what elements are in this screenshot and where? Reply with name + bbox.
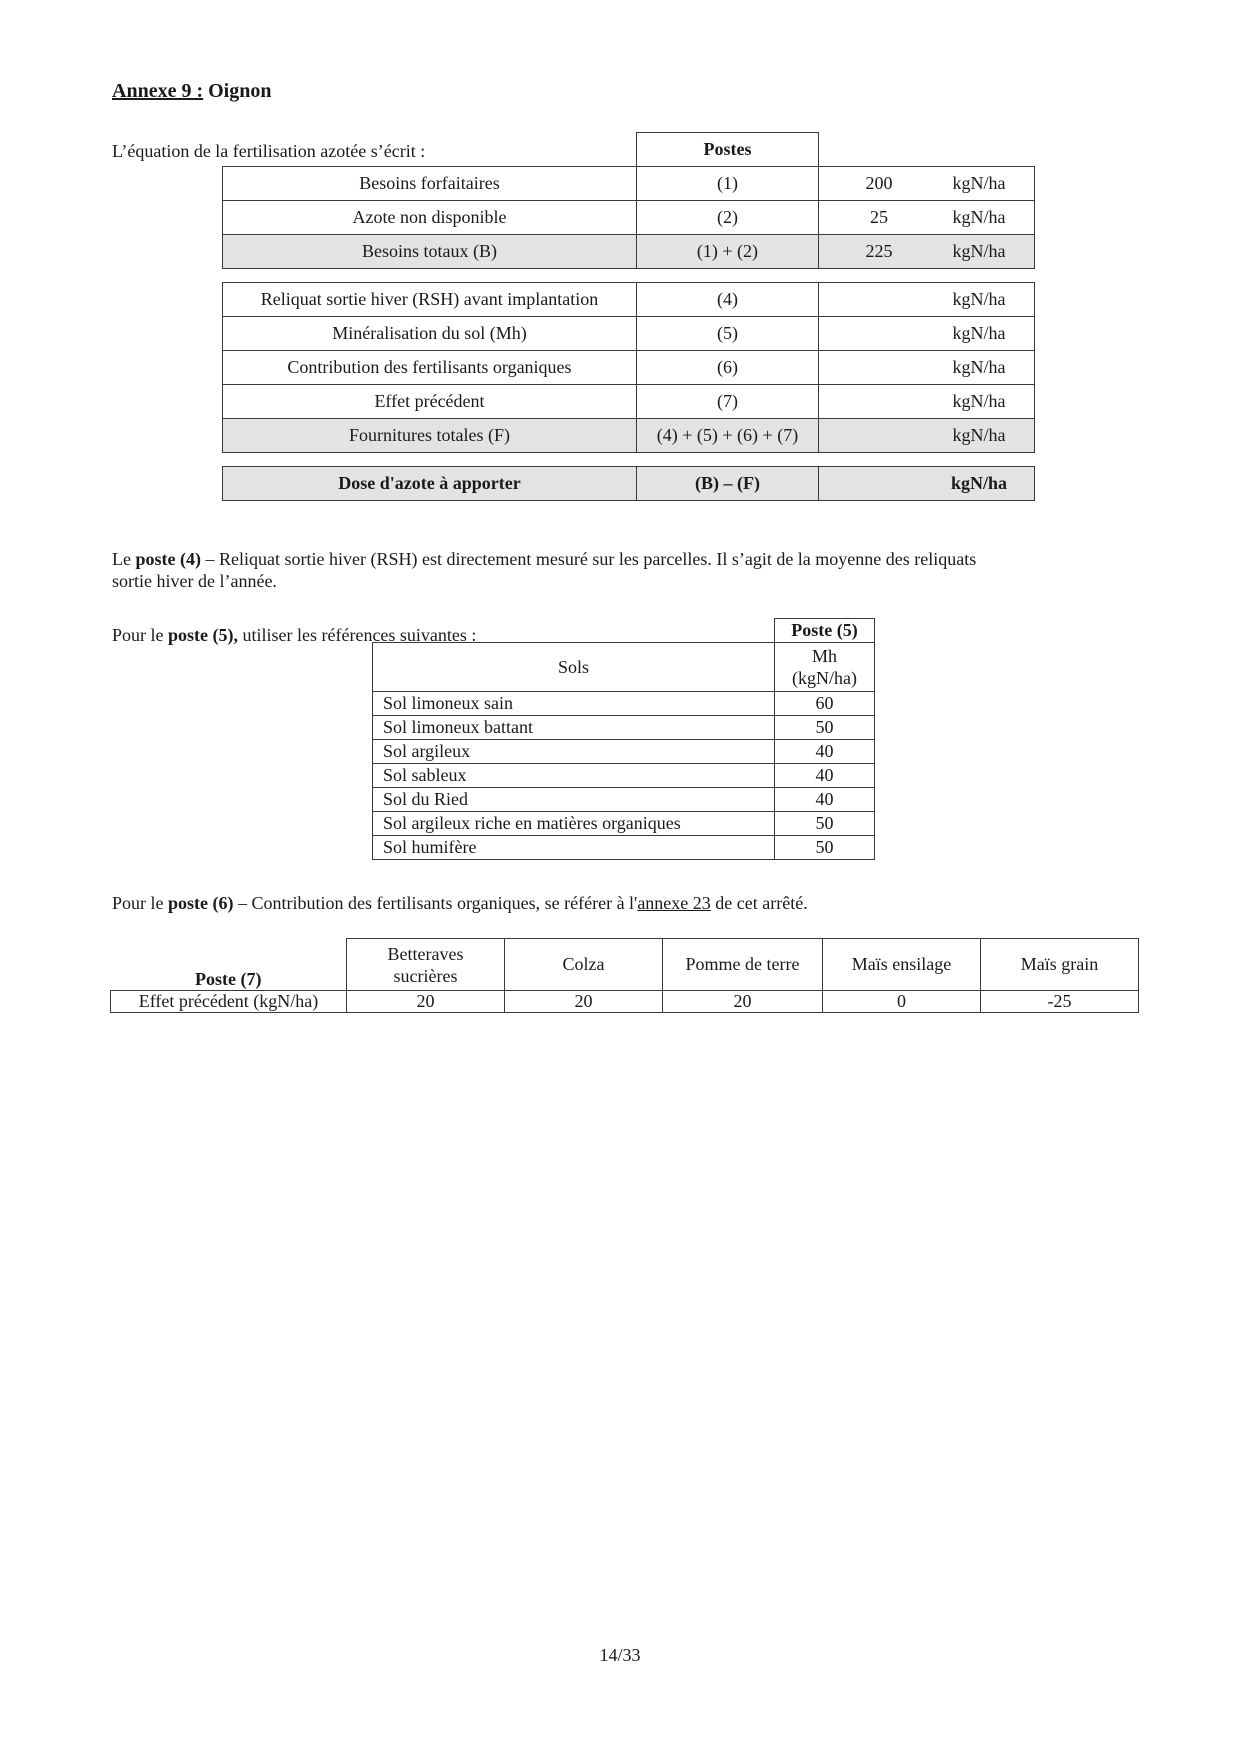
row-unit: kgN/ha [952,289,1006,309]
table-row: Sol argileux 40 [373,740,875,764]
table-row [223,133,1035,167]
row-value: 25 [870,207,888,227]
sols-header: Sols [373,643,775,692]
annexe-link[interactable]: annexe 23 [637,893,711,913]
annexe-label: Annexe 9 : [112,80,204,102]
row-unit: kgN/ha [952,173,1006,193]
row-label: Fournitures totales (F) [223,419,637,453]
table-row: Sol limoneux sain 60 [373,692,875,716]
poste4-paragraph: Le poste (4) – Reliquat sortie hiver (RSH) est directement mesuré sur les parcelles. Il s’agit de la moyenne des reliquats sortie hiver de l’année. [112,549,977,591]
col-header: Maïs ensilage [823,939,981,991]
row-poste: (1) + (2) [637,235,819,269]
row-label: Contribution des fertilisants organiques [223,351,637,385]
table-row-dose [223,467,1035,501]
row-label: Minéralisation du sol (Mh) [223,317,637,351]
row-poste: (5) [637,317,819,351]
postes-header: Postes [637,133,819,167]
table-row [223,283,1035,317]
row-unit: kgN/ha [952,207,1006,227]
table-row [223,317,1035,351]
row-label: Azote non disponible [223,201,637,235]
row-unit: kgN/ha [952,357,1006,377]
annexe-name: Oignon [208,80,272,102]
table-row: Effet précédent (kgN/ha) 20 20 20 0 -25 [111,991,1139,1013]
dose-poste: (B) – (F) [637,467,819,501]
table-row [223,351,1035,385]
soils-table [372,618,875,860]
table-row: Sol humifère 50 [373,836,875,860]
row-unit: kgN/ha [952,323,1006,343]
mh-header: Mh (kgN/ha) [775,643,875,692]
row-poste: (2) [637,201,819,235]
intro-text: L’équation de la fertilisation azotée s’écrit : [112,141,426,161]
poste7-table [110,938,1139,1013]
table-row: Sol du Ried 40 [373,788,875,812]
row-poste: (7) [637,385,819,419]
fertilisation-table [222,132,1035,501]
row-label: Effet précédent (kgN/ha) [111,991,347,1013]
row-value: 225 [865,241,893,261]
annexe-title [112,80,271,103]
table-row [223,201,1035,235]
dose-unit: kgN/ha [950,473,1008,493]
col-header: Maïs grain [981,939,1139,991]
row-label: Reliquat sortie hiver (RSH) avant implantation [223,283,637,317]
table-row: Sol argileux riche en matières organiques 50 [373,812,875,836]
row-poste: (1) [637,167,819,201]
dose-label: Dose d'azote à apporter [223,467,637,501]
col-header: Pomme de terre [663,939,823,991]
row-label: Effet précédent [223,385,637,419]
row-unit: kgN/ha [952,241,1006,261]
row-poste: (6) [637,351,819,385]
table-row-total [223,235,1035,269]
row-poste: (4) [637,283,819,317]
row-value: 200 [865,173,893,193]
row-unit: kgN/ha [952,425,1006,445]
table-row: Sol limoneux battant 50 [373,716,875,740]
row-label: Besoins forfaitaires [223,167,637,201]
page-number: 14/33 [599,1645,641,1665]
table-row [223,385,1035,419]
poste5-header: Poste (5) [775,619,875,643]
col-header: Betteraves sucrières [347,939,505,991]
poste6-paragraph: Pour le poste (6) – Contribution des fertilisants organiques, se référer à l'annexe 23 de cet arrêté. [112,893,808,913]
row-unit: kgN/ha [952,391,1006,411]
col-header: Colza [505,939,663,991]
row-label: Besoins totaux (B) [223,235,637,269]
table-row-total [223,419,1035,453]
table-row: Sol sableux 40 [373,764,875,788]
row-poste: (4) + (5) + (6) + (7) [637,419,819,453]
poste5-paragraph: Pour le poste (5), utiliser les références suivantes : [112,625,477,645]
table-row [223,167,1035,201]
poste7-label: Poste (7) [111,939,347,991]
